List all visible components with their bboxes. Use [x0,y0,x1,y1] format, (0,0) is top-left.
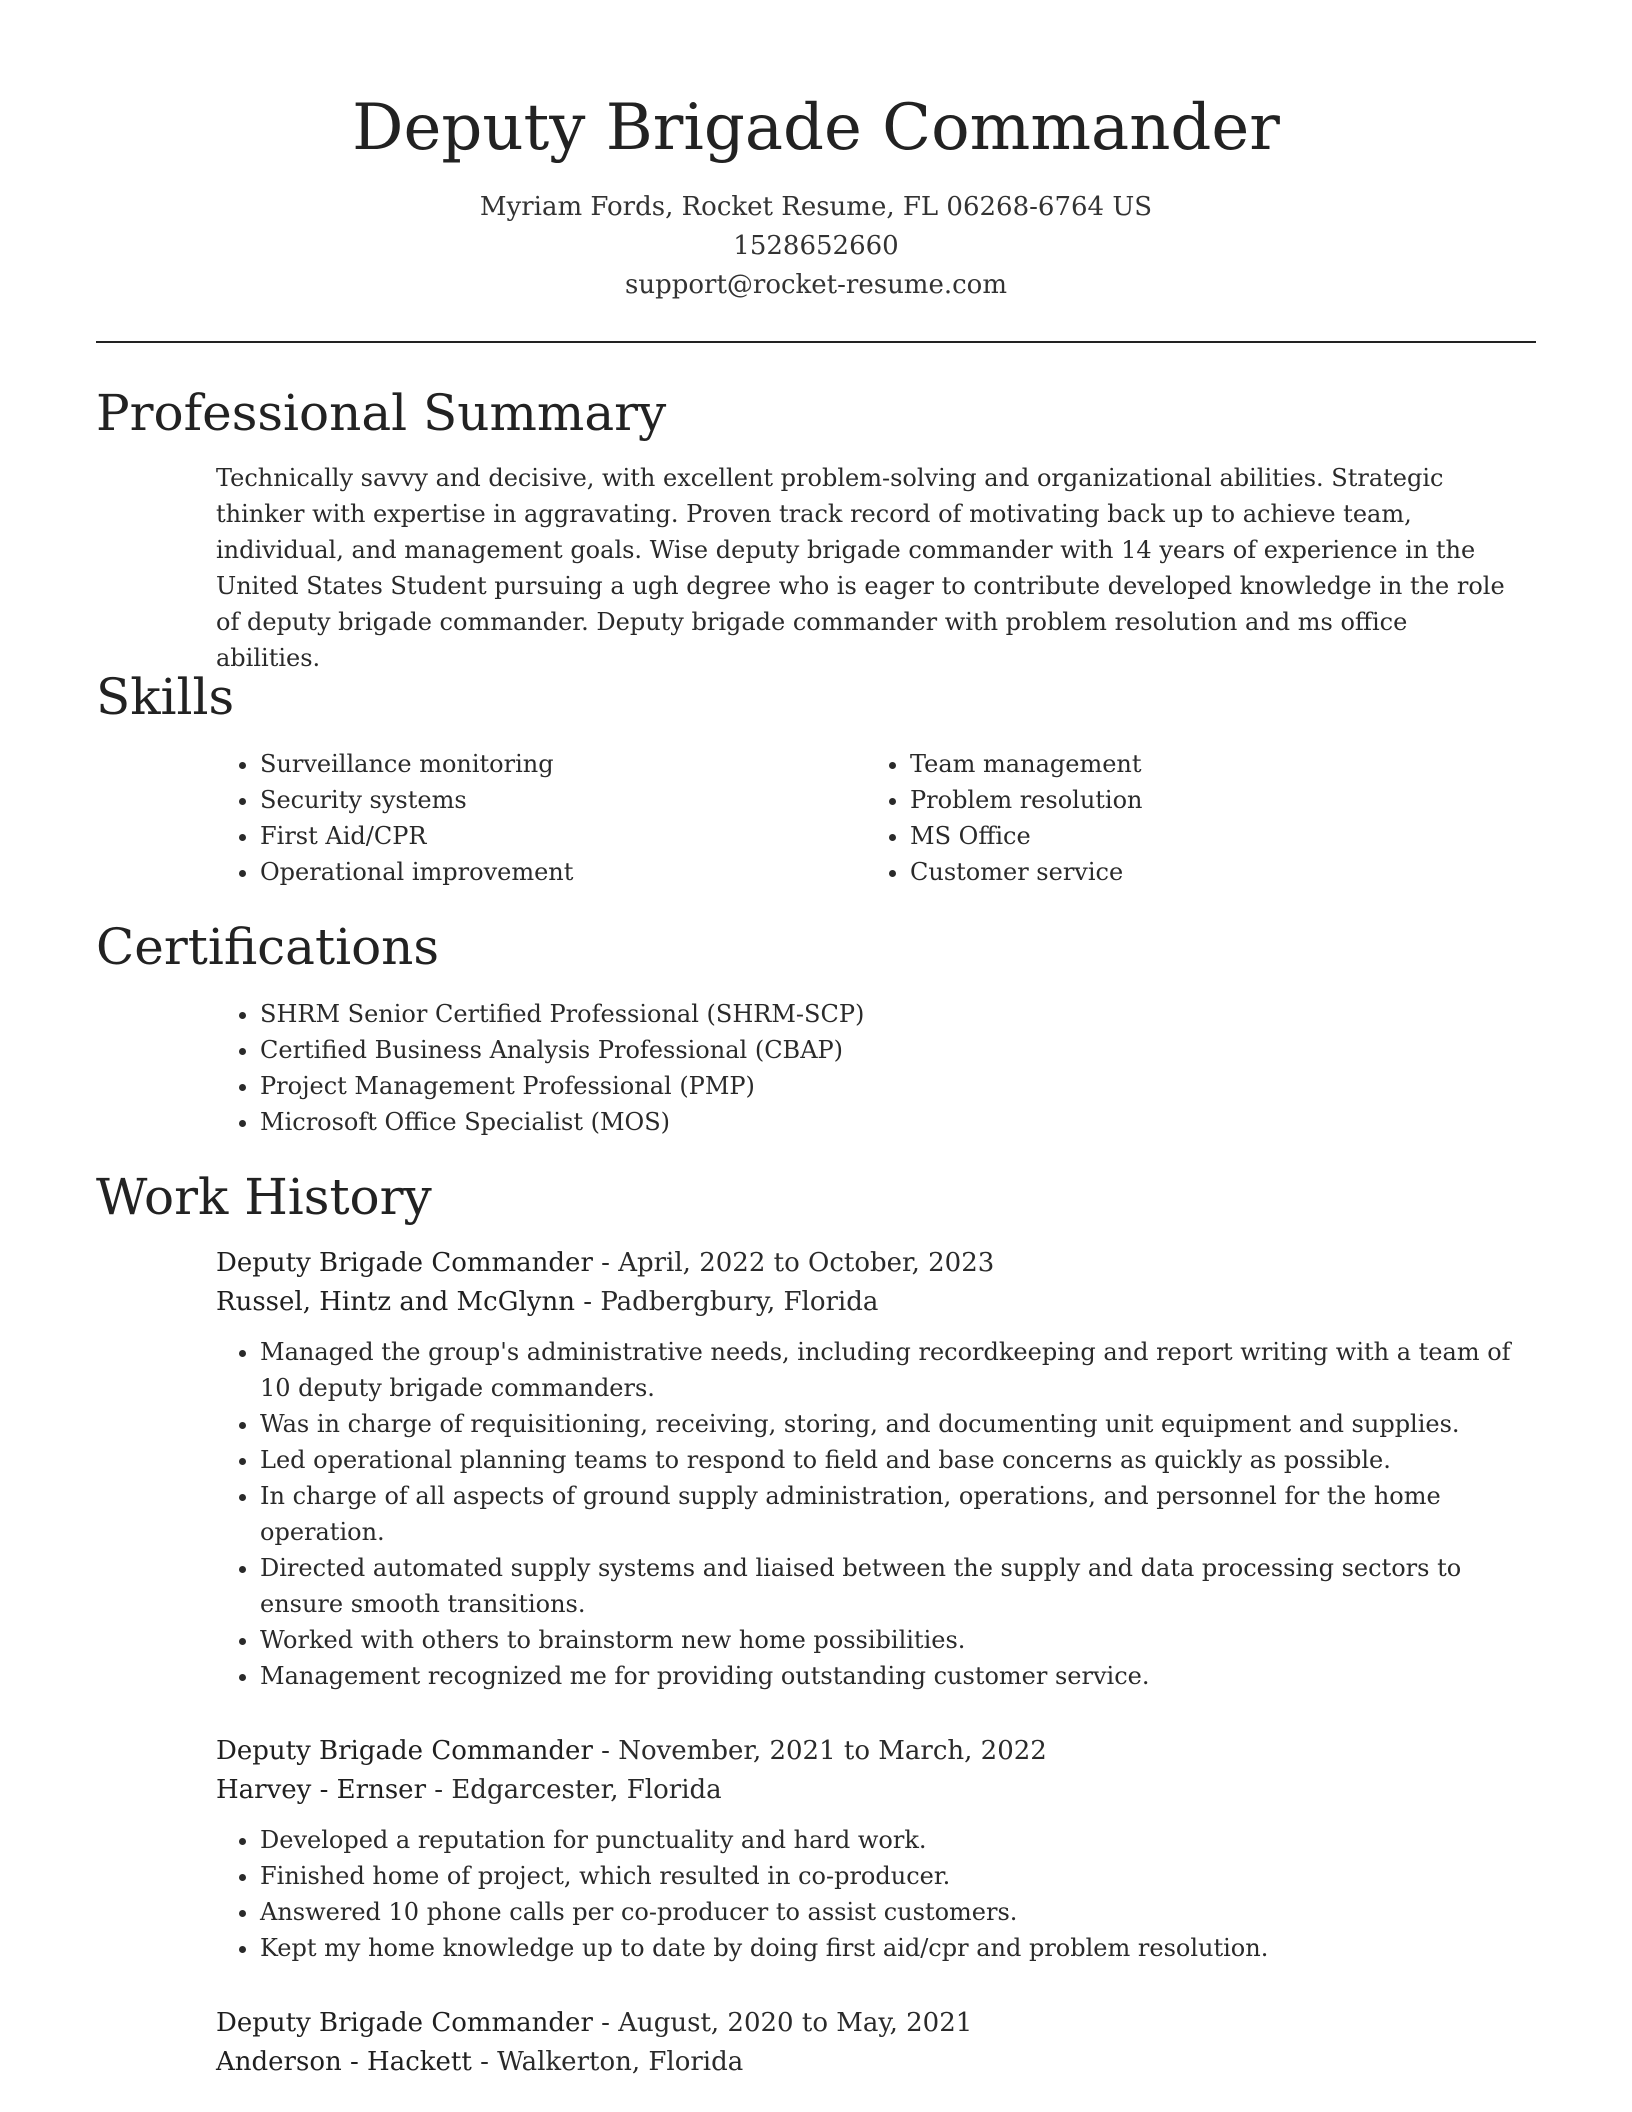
skill-item: • Problem resolution [910,782,1466,818]
skill-item: • Operational improvement [260,854,816,890]
skills-column-left [216,746,816,890]
job-title-line [216,2004,1516,2043]
job-location: Walkerton, Florida [497,2047,744,2077]
job-duty: • Directed automated supply systems and liaised between the supply and data processing sectors to ensure smooth transitions. [260,1550,1516,1622]
job-entry [216,2004,1516,2082]
job-duty: • Worked with others to brainstorm new home possibilities. [260,1622,1516,1658]
job-role: Deputy Brigade Commander [216,2008,593,2038]
skills-column-right [866,746,1466,890]
job-title-line [216,1244,1516,1283]
job-company-line [216,1771,1516,1810]
job-duty: • Led operational planning teams to respond to field and base concerns as quickly as possible. [260,1442,1516,1478]
contact-address: Myriam Fords, Rocket Resume, FL 06268-6764 US [479,192,1153,222]
job-separator: - [592,2008,619,2038]
certification-item: • SHRM Senior Certified Professional (SHRM-SCP) [260,996,1516,1032]
header-divider [96,341,1536,343]
skill-item: • Security systems [260,782,816,818]
job-company: Russel, Hintz and McGlynn [216,1287,575,1317]
job-duty: • Management recognized me for providing outstanding customer service. [260,1658,1516,1694]
certifications-list [216,996,1516,1140]
resume-title: Deputy Brigade Commander [352,91,1280,165]
job-duties [216,1334,1516,1694]
job-separator: - [592,1248,619,1278]
skill-item: • Surveillance monitoring [260,746,816,782]
job-role: Deputy Brigade Commander [216,1736,593,1766]
contact-phone: 1528652660 [733,231,899,261]
job-dates: November, 2021 to March, 2022 [618,1736,1047,1766]
certifications-heading: Certifications [96,918,440,976]
job-duty: • Kept my home knowledge up to date by doing first aid/cpr and problem resolution. [260,1930,1516,1966]
job-company-line [216,1283,1516,1322]
work-history-heading: Work History [96,1168,432,1226]
job-dates: April, 2022 to October, 2023 [618,1248,995,1278]
skill-item: • Team management [910,746,1466,782]
summary-heading: Professional Summary [96,384,667,442]
job-entry [216,1244,1516,1694]
skills-heading: Skills [96,668,235,726]
certification-item: • Certified Business Analysis Professional (CBAP) [260,1032,1516,1068]
job-duty: • In charge of all aspects of ground supply administration, operations, and personnel for the home operation. [260,1478,1516,1550]
job-duty: • Answered 10 phone calls per co-producer to assist customers. [260,1894,1516,1930]
job-entry [216,1732,1516,1966]
job-role: Deputy Brigade Commander [216,1248,593,1278]
skill-item: • MS Office [910,818,1466,854]
job-location: Edgarcester, Florida [451,1775,722,1805]
job-separator: - [426,1775,452,1805]
resume-header [96,80,1536,305]
contact-email: support@rocket-resume.com [624,270,1007,300]
certification-item: • Project Management Professional (PMP) [260,1068,1516,1104]
job-company: Anderson - Hackett [216,2047,472,2077]
job-dates: August, 2020 to May, 2021 [618,2008,973,2038]
job-duty: • Was in charge of requisitioning, receiving, storing, and documenting unit equipment and supplies. [260,1406,1516,1442]
job-title-line [216,1732,1516,1771]
job-duties [216,1822,1516,1966]
contact-block [96,188,1536,305]
job-location: Padbergbury, Florida [600,1287,879,1317]
job-company: Harvey - Ernser [216,1775,426,1805]
certification-item: • Microsoft Office Specialist (MOS) [260,1104,1516,1140]
job-duty: • Finished home of project, which resulted in co-producer. [260,1858,1516,1894]
job-duty: • Developed a reputation for punctuality and hard work. [260,1822,1516,1858]
job-separator: - [471,2047,498,2077]
skill-item: • Customer service [910,854,1466,890]
job-company-line [216,2043,1516,2082]
skill-item: • First Aid/CPR [260,818,816,854]
job-duty: • Managed the group's administrative needs, including recordkeeping and report writing with a team of 10 deputy brigade commanders. [260,1334,1516,1406]
job-separator: - [592,1736,619,1766]
summary-text: Technically savvy and decisive, with excellent problem-solving and organizational abilities. Strategic thinker with expertise in aggravating. Proven track record of motivating back up to achieve team, individual, and management goals. Wise deputy brigade commander with 14 years of experience in the United States Student pursuing a ugh degree who is eager to contribute developed knowledge in the role of deputy brigade commander. Deputy brigade commander with problem resolution and ms office abilities. [216,464,1505,672]
job-separator: - [575,1287,601,1317]
